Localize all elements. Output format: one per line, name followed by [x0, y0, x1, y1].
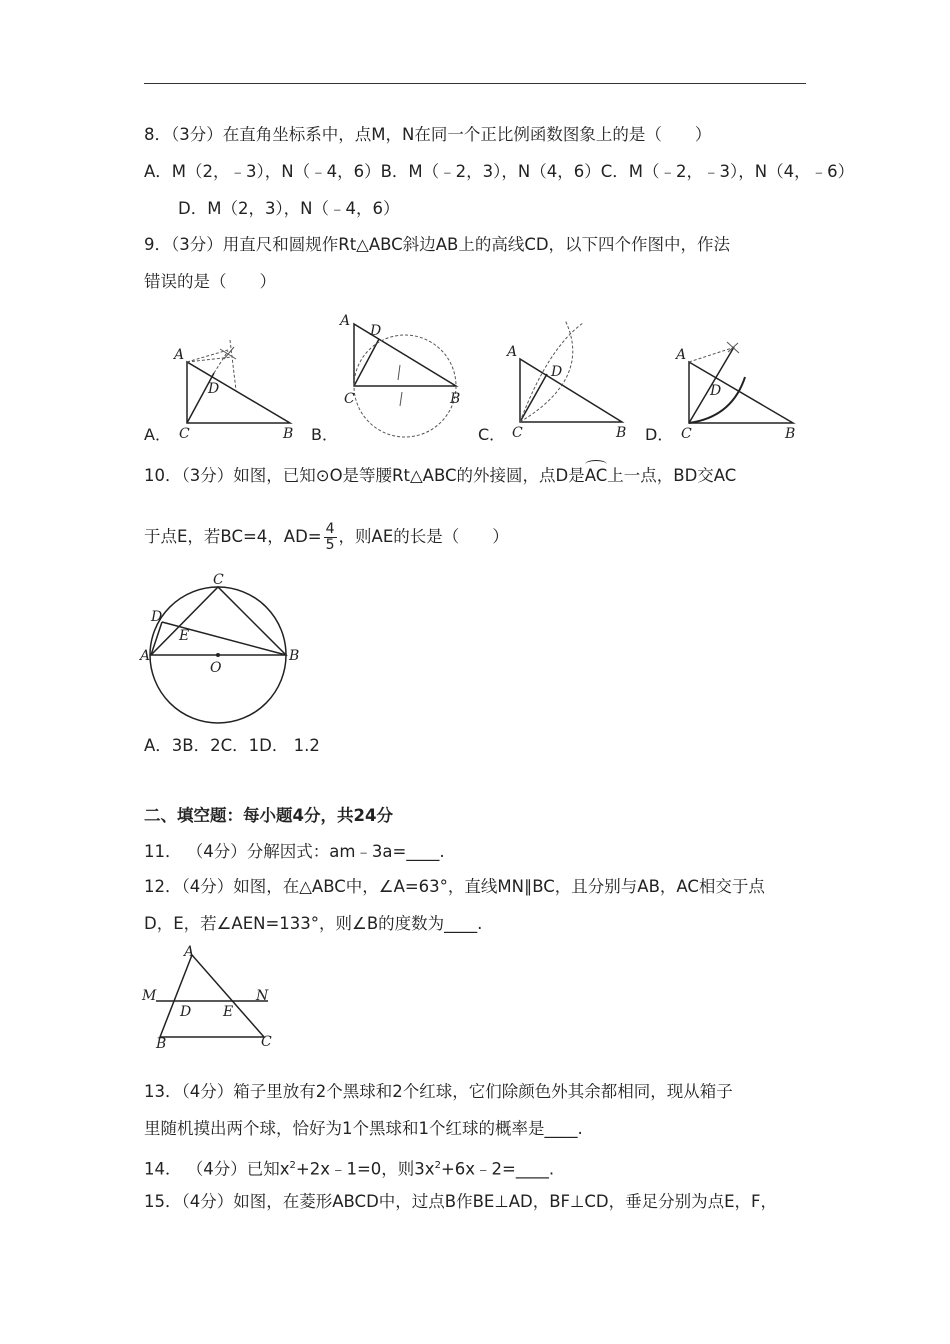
q13-line2: 里随机摸出两个球，恰好为1个黑球和1个红球的概率是____.	[144, 1119, 583, 1138]
q10-stem-line2	[144, 522, 509, 553]
q10-stem-line1	[144, 464, 736, 488]
q10-label-o: O	[210, 660, 222, 676]
q10-arc-label: AC	[585, 464, 608, 488]
q9-option-c: C．	[478, 425, 506, 444]
q8-stem: 8．（3分）在直角坐标系中，点M，N在同一个正比例函数图象上的是（ ）	[144, 125, 712, 144]
section2-title: 二、填空题：每小题4分，共24分	[144, 806, 393, 825]
q8-option-d: D．M（2，3），N（﹣4，6）	[178, 199, 400, 218]
q12-label-c: C	[261, 1034, 272, 1050]
q9-a-label-d: D	[208, 381, 220, 397]
q10-label-d: D	[151, 609, 163, 625]
q8-options-abc: A．M（2，﹣3），N（﹣4，6）B．M（﹣2，3），N（4，6）C．M（﹣2，﹣3），N（4，﹣6）	[144, 162, 855, 181]
q14-mid: +2x﹣1=0，则3x	[295, 1159, 435, 1179]
q9-stem-line1: 9．（3分）用直尺和圆规作Rt△ABC斜边AB上的高线CD，以下四个作图中，作法	[144, 235, 731, 254]
q9-c-label-c: C	[512, 425, 523, 441]
q15-line1: 15．（4分）如图，在菱形ABCD中，过点B作BE⊥AD，BF⊥CD，垂足分别为点E，F，	[144, 1192, 778, 1211]
q10-frac-den: 5	[325, 537, 335, 553]
q9-c-label-d: D	[551, 364, 563, 380]
q9-d-label-b: B	[785, 426, 796, 442]
q9-d-label-a: A	[676, 347, 687, 363]
q10-stem-post: 上一点，BD交AC	[607, 466, 737, 485]
q10-figure-circle	[140, 568, 310, 728]
q12-label-n: N	[256, 988, 269, 1004]
q14-post: +6x﹣2=____.	[440, 1159, 555, 1179]
q9-d-label-d: D	[710, 383, 722, 399]
q12-label-a: A	[184, 944, 195, 960]
q12-line1: 12．（4分）如图，在△ABC中，∠A=63°，直线MN∥BC，且分别与AB，AC相交于点	[144, 877, 765, 896]
header-rule	[144, 83, 806, 84]
q13-line1: 13．（4分）箱子里放有2个黑球和2个红球，它们除颜色外其余都相同，现从箱子	[144, 1082, 733, 1101]
q9-b-label-c: C	[344, 391, 355, 407]
q12-label-m: M	[142, 988, 157, 1004]
q10-label-e: E	[179, 628, 190, 644]
q9-option-b: B．	[311, 425, 338, 444]
q14-sup1: 2	[289, 1160, 296, 1171]
q9-a-label-b: B	[283, 426, 294, 442]
q9-figure-d	[672, 335, 802, 445]
q11-text: 11． （4分）分解因式：am﹣3a=____.	[144, 842, 445, 861]
q9-b-label-d: D	[370, 323, 382, 339]
q9-b-label-b: B	[450, 391, 461, 407]
q10-stem2-pre: 于点E，若BC=4，AD=	[144, 527, 322, 546]
q10-options: A．3B．2C．1D． 1.2	[144, 736, 320, 755]
q9-figure-b	[335, 310, 470, 440]
q9-option-d: D．	[645, 425, 674, 444]
q10-stem-pre: 10．（3分）如图，已知⊙O是等腰Rt△ABC的外接圆，点D是	[144, 466, 585, 485]
q10-label-b: B	[289, 648, 300, 664]
q9-figure-c	[503, 318, 633, 443]
q10-stem2-post: ，则AE的长是（ ）	[338, 527, 509, 546]
q9-b-label-a: A	[340, 313, 351, 329]
q10-frac-num: 4	[325, 521, 335, 537]
q12-figure-triangle	[140, 944, 280, 1054]
q10-fraction	[324, 522, 337, 553]
q12-label-b: B	[156, 1036, 167, 1052]
q9-figure-a	[170, 335, 300, 445]
q12-label-d: D	[180, 1004, 192, 1020]
q9-a-label-a: A	[174, 347, 185, 363]
q9-c-label-b: B	[616, 425, 627, 441]
q9-a-label-c: C	[179, 426, 190, 442]
q10-label-a: A	[140, 648, 151, 664]
q14-sup2: 2	[434, 1160, 441, 1171]
q14-pre: 14． （4分）已知x	[144, 1159, 290, 1179]
q9-stem-line2: 错误的是（ ）	[144, 272, 276, 291]
q9-option-a: A．	[144, 425, 171, 444]
q9-c-label-a: A	[507, 344, 518, 360]
q10-label-c: C	[213, 572, 224, 588]
q12-line2: D，E，若∠AEN=133°，则∠B的度数为____.	[144, 914, 483, 933]
q9-d-label-c: C	[681, 426, 692, 442]
q14-text	[144, 1154, 554, 1182]
q12-label-e: E	[223, 1004, 234, 1020]
